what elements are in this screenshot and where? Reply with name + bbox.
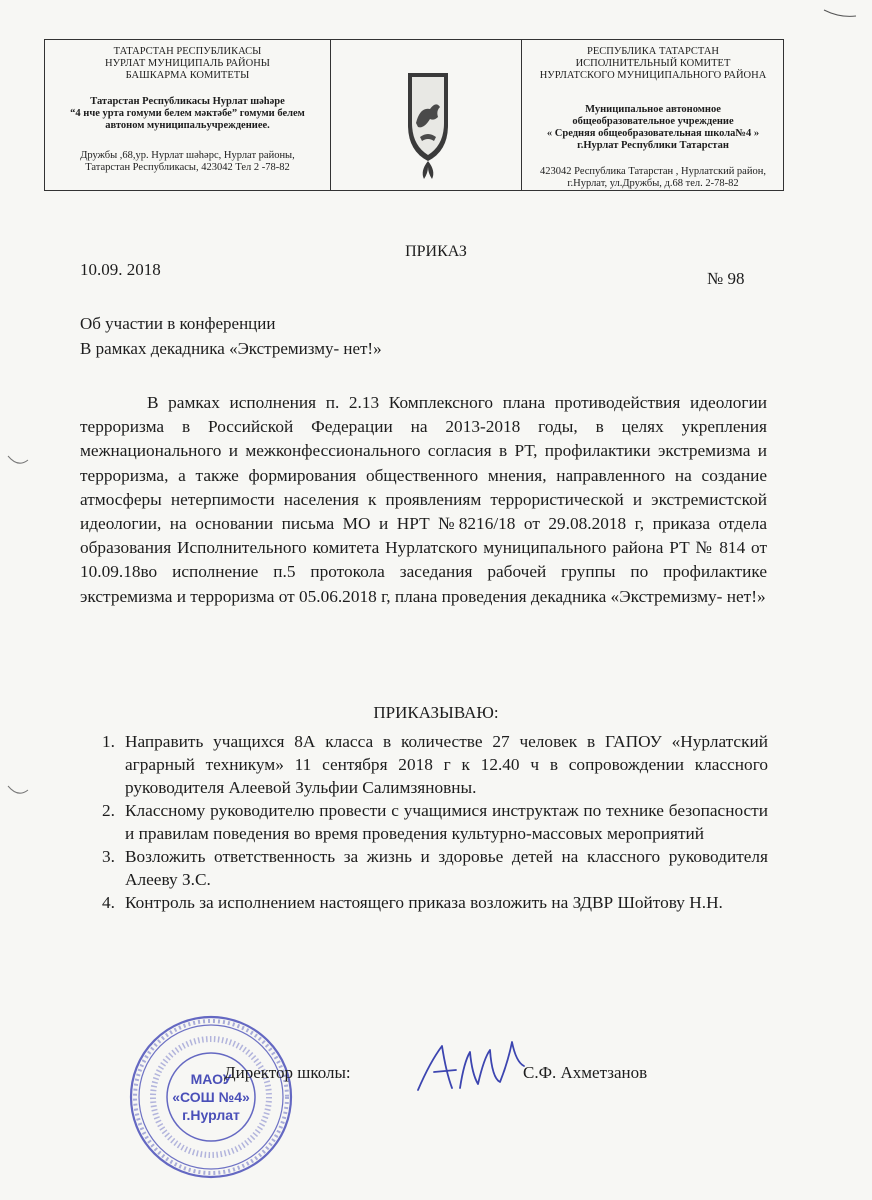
order-heading: ПРИКАЗЫВАЮ: xyxy=(373,703,499,722)
document-title: ПРИКАЗ xyxy=(405,243,467,260)
list-item-text: Контроль за исполнением настоящего приказа возложить на ЗДВР Шойтову Н.Н. xyxy=(125,893,723,912)
letterhead xyxy=(44,39,784,191)
signatory-name: С.Ф. Ахметзанов xyxy=(523,1063,648,1082)
list-item-number: 1. xyxy=(102,732,115,751)
scan-mark xyxy=(820,4,860,24)
school-stamp xyxy=(124,1012,298,1182)
coat-of-arms-icon xyxy=(400,67,456,187)
list-item xyxy=(80,799,768,845)
list-item-number: 2. xyxy=(102,801,115,820)
subject-line: В рамках декадника «Экстремизму- нет!» xyxy=(80,339,382,358)
preamble-paragraph: В рамках исполнения п. 2.13 Комплексного плана противодействия идеологии терроризма в Российской Федерации на 2013-2018 годы, в целях укрепления межнационального и межконфессионального согласия в РТ, профилактики экстремизма и терроризма, а также формирования общественного мнения, направленного на создание атмосферы нетерпимости населения к проявлениям террористической и экстремистской идеологии, на основании письма МО и НРТ №8216/18 от 29.08.2018 г, приказа отдела образования Исполнительного комитета Нурлатского муниципального района РТ № 814 от 10.09.18во исполнение п.5 протокола заседания рабочей группы по профилактике экстремизма и терроризма от 05.06.2018 г, плана проведения декадника «Экстремизму- нет!» xyxy=(80,393,767,606)
list-item-text: Возложить ответственность за жизнь и здоровье детей на классного руководителя Алееву З.С. xyxy=(125,847,768,889)
list-item xyxy=(80,845,768,891)
stamp-center-line: МАОУ xyxy=(190,1071,232,1087)
header-left-line: автоном муниципальучреждениеe. xyxy=(105,120,270,131)
list-item xyxy=(80,730,768,799)
scan-mark xyxy=(6,452,30,472)
header-right-line: г.Нурлат Республики Татарстан xyxy=(577,140,729,151)
list-item-number: 3. xyxy=(102,847,115,866)
list-item xyxy=(80,891,768,914)
header-right-address: 423042 Республика Татарстан , Нурлатский район, xyxy=(540,166,766,177)
header-left-line: Татарстан Республикасы Нурлат шәһәре xyxy=(90,96,285,107)
header-left-line: ТАТАРСТАН РЕСПУБЛИКАСЫ xyxy=(113,46,262,57)
document-date: 10.09. 2018 xyxy=(80,260,161,279)
list-item-text: Направить учащихся 8А класса в количестве 27 человек в ГАПОУ «Нурлатский аграрный техникум» 11 сентября 2018 г к 12.40 ч в сопровождении классного руководителя Алеевой Зульфии Салимзяновны. xyxy=(125,732,768,797)
header-right-line: ИСПОЛНИТЕЛЬНЫЙ КОМИТЕТ xyxy=(575,58,731,69)
subject-line: Об участии в конференции xyxy=(80,314,276,333)
header-right-address: г.Нурлат, ул.Дружбы, д.68 тел. 2-78-82 xyxy=(567,178,739,189)
scan-mark xyxy=(6,782,30,802)
document-number: № 98 xyxy=(707,269,745,288)
header-left-line: “4 нче урта гомуми белем мәктәбе” гомуми белем xyxy=(70,108,305,119)
header-left-address: Татарстан Республикасы, 423042 Тел 2 -78-82 xyxy=(85,162,290,173)
stamp-center-line: «СОШ №4» xyxy=(172,1089,250,1105)
header-right-line: общеобразовательное учреждение xyxy=(572,116,734,127)
signature-label: Директор школы: xyxy=(224,1063,351,1082)
header-left-line: БАШКАРМА КОМИТЕТЫ xyxy=(125,70,250,81)
document-subject xyxy=(80,311,382,361)
header-left-address: Дружбы ,68,ур. Нурлат шәһәрс, Нурлат районы, xyxy=(80,150,295,161)
letterhead-emblem-area xyxy=(331,40,520,190)
header-right-line: РЕСПУБЛИКА ТАТАРСТАН xyxy=(586,46,719,57)
stamp-center-line: г.Нурлат xyxy=(182,1107,240,1123)
list-item-number: 4. xyxy=(102,893,115,912)
handwritten-signature xyxy=(412,1032,532,1102)
letterhead-right xyxy=(521,40,784,190)
header-right-line: Муниципальное автономное xyxy=(585,104,721,115)
header-left-line: НУРЛАТ МУНИЦИПАЛЬ РАЙОНЫ xyxy=(105,58,270,69)
header-right-line: НУРЛАТСКОГО МУНИЦИПАЛЬНОГО РАЙОНА xyxy=(539,70,767,81)
header-right-line: « Средняя общеобразовательная школа№4 » xyxy=(546,128,760,139)
list-item-text: Классному руководителю провести с учащимися инструктаж по технике безопасности и правилам поведения во время проведения культурно-массовых мероприятий xyxy=(125,801,768,843)
order-items-list xyxy=(80,730,768,914)
letterhead-left xyxy=(45,40,331,190)
